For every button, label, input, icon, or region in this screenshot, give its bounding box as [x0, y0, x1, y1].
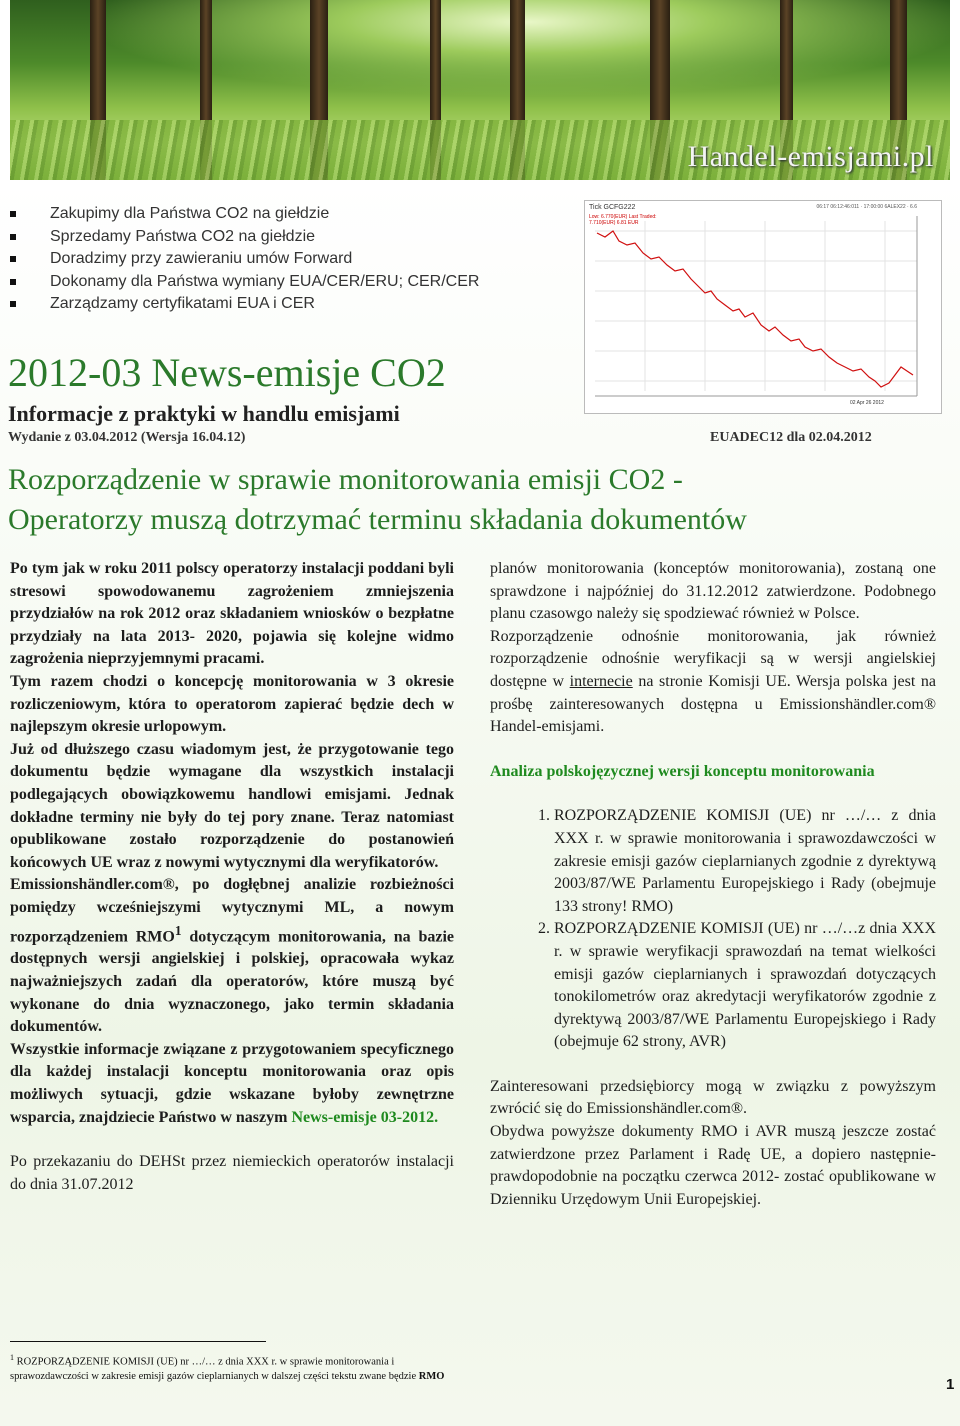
price-line [597, 231, 913, 387]
header-banner-image [10, 0, 950, 180]
paragraph [10, 874, 454, 1038]
paragraph: Po tym jak w roku 2011 polscy operatorzy instalacji poddani byli stresowi spowodowanemu zagrożeniem zmniejszenia przydziałów na rok 2012 oraz składaniem wniosków o bezpłatne przydziały na lata 2013- 2020, pojawia się kolejne widmo zagrożenia nieprzyjemnymi pracami. [10, 560, 454, 668]
regulation-item: 1. ROZPORZĄDZENIE KOMISJI (UE) nr …/… z dnia XXX r. w sprawie monitorowania i sprawozdawczości w zakresie emisji gazów cieplarnianych zgodnie z dyrektywą 2003/87/WE Parlamentu Europejskiego i Rady (obejmuje 133 strony! RMO) [554, 805, 936, 918]
paragraph-text: dotyczącym monitorowania, na bazie dostępnych wersji angielskiej i polskiej, opracowała wykaz najważniejszych zadań dla operatorów, które muszą być wykonane do dnia wyznaczonego, jako termin składania dokumentów. [10, 927, 454, 1036]
headline-line-1: Rozporządzenie w sprawie monitorowania emisji CO2 - [8, 463, 683, 496]
paragraph-text: Wszystkie informacje związane z przygotowaniem specyficznego dla każdej instalacji konceptu monitorowania oraz opis możliwych sytuacji, gdzie wskazane byłoby zewnętrzne wsparcia, znajdziecie Państwo w naszym [10, 1040, 454, 1126]
news-issue-link[interactable]: News-emisje 03-2012. [291, 1108, 439, 1126]
article-left-column [10, 558, 454, 1196]
paragraph: Już od dłuższego czasu wiadomym jest, że przygotowanie tego dokumentu będzie wymagane dla wszystkich instalacji podlegających obowiązkowemu handlowi emisjami. Jednak dokładne terminy nie były do tej pory znane. Teraz natomiast opublikowane zostało rozporządzenie do postanowień końcowych UE wraz z nowymi wytycznymi dla weryfikatorów. [10, 740, 454, 871]
paragraph: Obydwa powyższe dokumenty RMO i AVR muszą jeszcze zostać zatwierdzone przez Parlament i Radę UE, a dopiero następnie- prawdopodobnie na początku czerwca 2012- zostać opublikowane w Dzienniku Urzędowym Unii Europejskiej. [490, 1123, 936, 1208]
services-list-item: Zarządzamy certyfikatami EUA i CER [10, 293, 479, 316]
paragraph-text: Emissionshändler.com®, po dogłębnej analizie rozbieżności pomiędzy wcześniejszymi wytycznymi ML, a nowym rozporządzeniem RMO [10, 876, 454, 945]
chart-info-line: 7.710(EUR) 6.81 EUR [589, 220, 639, 226]
chart-caption: EUADEC12 dla 02.04.2012 [710, 430, 872, 445]
regulation-item: 2. ROZPORZĄDZENIE KOMISJI (UE) nr …/…z dnia XXX r. w sprawie weryfikacji sprawozdań na temat wielkości emisji gazów cieplarnianych i sprawozdań dotyczących tonokilometrów oraz akredytacji weryfikatorów zgodnie z dyrektywą 2003/87/WE Parlamentu Europejskiego i Rady (obejmuje 62 strony, AVR) [554, 918, 936, 1054]
article-headline [8, 460, 953, 540]
services-list [10, 203, 479, 316]
footnote-divider [10, 1341, 266, 1342]
internet-link[interactable]: internecie [569, 672, 633, 690]
article-right-column [490, 558, 936, 1211]
brand-logo-text: Handel-emisjami.pl [687, 140, 934, 173]
chart-top-text: 06:17 06:12:46:011 · 17:00:00 6ALEX22 · 6.6 [816, 204, 917, 210]
chart-plot [585, 201, 941, 413]
regulations-list [490, 805, 936, 1054]
page-number: 1 [946, 1376, 955, 1393]
paragraph-text: na stronie Komisji UE. Wersja polska jest na prośbę zainteresowanych dostępna u Emissionshändler.com® Handel-emisjami. [490, 672, 936, 736]
chart-ticker: Tick GCFG222 [589, 204, 636, 211]
footnote [10, 1351, 460, 1384]
services-list-item: Dokonamy dla Państwa wymiany EUA/CER/ERU; CER/CER [10, 271, 479, 294]
price-chart-image [584, 200, 942, 414]
footnote-number: 1 [10, 1353, 14, 1362]
chart-date-stamp: 02 Apr 26 2012 [850, 400, 884, 406]
services-list-item: Sprzedamy Państwa CO2 na giełdzie [10, 226, 479, 249]
newsletter-title: 2012-03 News-emisje CO2 [8, 350, 446, 395]
paragraph: Po przekazaniu do DEHSt przez niemieckich operatorów instalacji do dnia 31.07.2012 [10, 1153, 454, 1193]
edition-info: Wydanie z 03.04.2012 (Wersja 16.04.12) [8, 430, 246, 445]
chart-info-line: Low: 6.770(EUR) Last Traded: [589, 214, 657, 220]
banner-sky [10, 0, 950, 110]
paragraph: Zainteresowani przedsiębiorcy mogą w związku z powyższym zwrócić się do Emissionshändler.com®. [490, 1077, 936, 1118]
services-list-item: Zakupimy dla Państwa CO2 na giełdzie [10, 203, 479, 226]
footnote-abbreviation: RMO [418, 1370, 445, 1382]
paragraph [10, 1039, 454, 1129]
chart-grid [595, 221, 917, 391]
paragraph-text: Rozporządzenie odnośnie monitorowania, jak również rozporządzenie odnośnie weryfikacji są w wersji angielskiej dostępne w [490, 627, 936, 690]
services-list-item: Doradzimy przy zawieraniu umów Forward [10, 248, 479, 271]
newsletter-subtitle: Informacje z praktyki w handlu emisjami [8, 401, 400, 426]
footnote-marker[interactable]: 1 [174, 922, 182, 938]
footnote-text: ROZPORZĄDZENIE KOMISJI (UE) nr …/… z dnia XXX r. w sprawie monitorowania i sprawozdawczości w zakresie emisji gazów cieplarnianych w dalszej części tekstu zwane będzie [10, 1356, 419, 1382]
paragraph: Tym razem chodzi o koncepcję monitorowania w 3 okresie rozliczeniowym, która to operatorom zapierać będzie dech w najlepszym okresie urlopowym. [10, 672, 454, 736]
headline-line-2: Operatorzy muszą dotrzymać terminu składania dokumentów [8, 503, 747, 536]
analysis-heading: Analiza polskojęzycznej wersji konceptu monitorowania [490, 762, 875, 780]
paragraph: planów monitorowania (konceptów monitorowania), zostaną one sprawdzone i najpóźniej do 31.12.2012 zatwierdzone. Podobnego planu czasowgo należy się spodziewać również w Polsce. [490, 560, 936, 623]
paragraph [490, 626, 936, 739]
